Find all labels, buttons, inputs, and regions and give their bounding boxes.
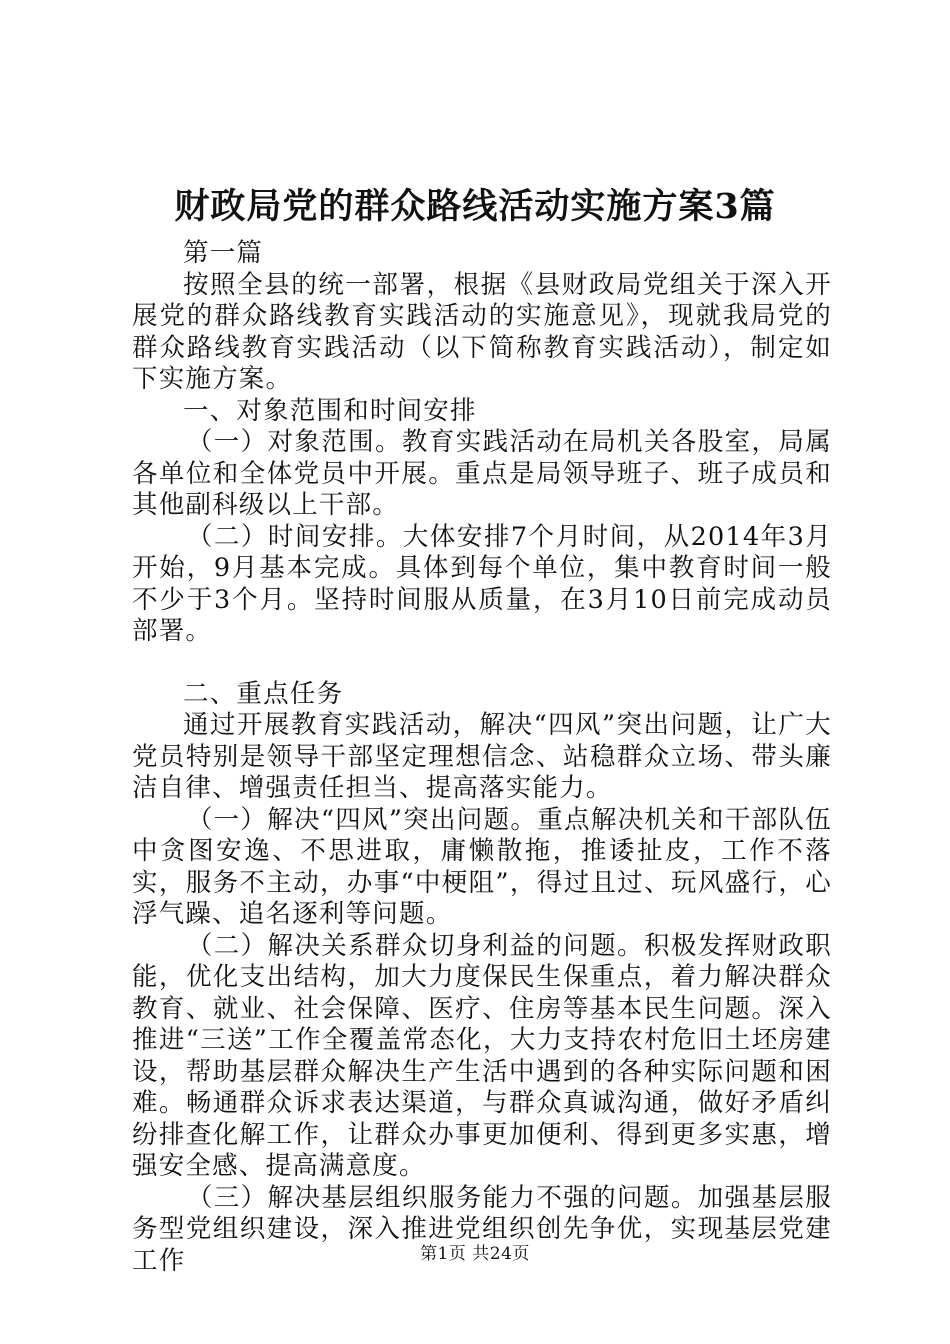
paragraph-four-winds: （一）解决“四风”突出问题。重点解决机关和干部队伍中贪图安逸、不思进取，庸懒散拖，推诿扯皮，工作不落实，服务不主动，办事“中梗阻”，得过且过、玩风盛行，心浮气躁、追名逐利等问题。: [132, 804, 832, 929]
page-footer: 第1页 共24页: [420, 1244, 530, 1264]
paragraph-public-interest: （二）解决关系群众切身利益的问题。积极发挥财政职能，优化支出结构，加大力度保民生保重点，着力解决群众教育、就业、社会保障、医疗、住房等基本民生问题。深入推进“三送”工作全覆盖常态化，大力支持农村危旧土坯房建设，帮助基层群众解决生产生活中遇到的各种实际问题和困难。畅通群众诉求表达渠道，与群众真诚沟通，做好矛盾纠纷排查化解工作，让群众办事更加便利、得到更多实惠，增强安全感、提高满意度。: [132, 930, 832, 1181]
paragraph-schedule: （二）时间安排。大体安排7个月时间，从2014年3月开始，9月基本完成。具体到每个单位，集中教育时间一般不少于3个月。坚持时间服从质量，在3月10日前完成动员部署。: [132, 521, 832, 646]
paragraph-gap: [132, 648, 832, 679]
heading-scope-and-schedule: 一、对象范围和时间安排: [183, 395, 477, 426]
intro-paragraph: 按照全县的统一部署，根据《县财政局党组关于深入开展党的群众路线教育实践活动的实施意见》，现就我局党的群众路线教育实践活动（以下简称教育实践活动），制定如下实施方案。: [132, 269, 832, 394]
heading-key-tasks: 二、重点任务: [183, 678, 344, 709]
document-body: [132, 238, 832, 1277]
paragraph-grassroots-service: （三）解决基层组织服务能力不强的问题。加强基层服务型党组织建设，深入推进党组织创先争优，实现基层党建工作: [132, 1182, 832, 1276]
document-title: 财政局党的群众路线活动实施方案3篇: [174, 186, 776, 227]
paragraph-scope: （一）对象范围。教育实践活动在局机关各股室，局属各单位和全体党员中开展。重点是局领导班子、班子成员和其他副科级以上干部。: [132, 427, 832, 520]
paragraph-key-tasks-intro: 通过开展教育实践活动，解决“四风”突出问题，让广大党员特别是领导干部坚定理想信念、站稳群众立场、带头廉洁自律、增强责任担当、提高落实能力。: [132, 710, 832, 803]
section-label: 第一篇: [183, 238, 264, 268]
